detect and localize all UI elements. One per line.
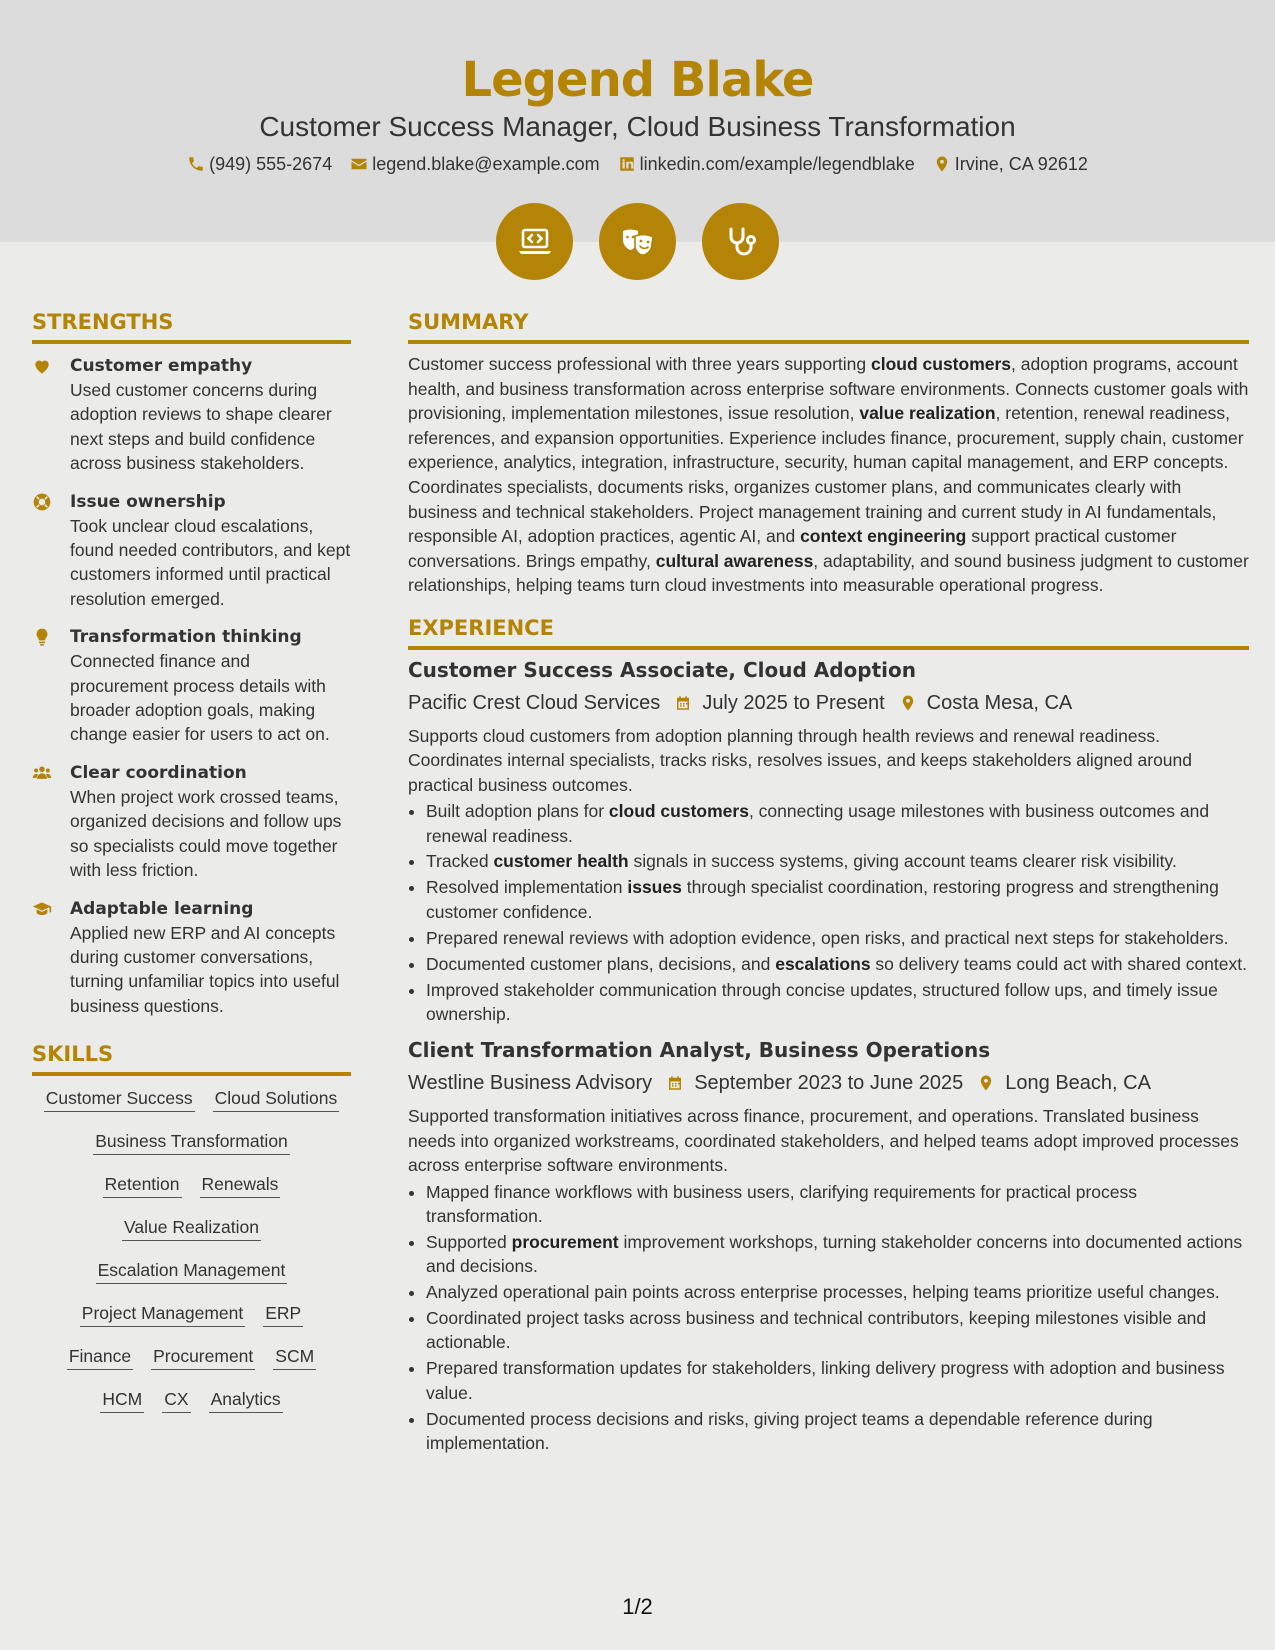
laptop-code-icon [496, 203, 573, 280]
skill-tag: Analytics [209, 1387, 283, 1413]
skill-tag: Retention [103, 1172, 182, 1198]
skill-row [32, 1301, 351, 1327]
linkedin-text: linkedin.com/example/legendblake [639, 154, 915, 174]
strength-title: Transformation thinking [70, 627, 302, 648]
jobs-list [408, 656, 1249, 1456]
experience-heading: EXPERIENCE [408, 614, 1249, 650]
heart-icon [32, 356, 52, 376]
skill-tag: ERP [263, 1301, 303, 1327]
strength-title: Clear coordination [70, 762, 247, 783]
strength-desc: When project work crossed teams, organized decisions and follow ups so specialists could move together with less friction. [70, 786, 342, 881]
job-title: Customer Success Associate, Cloud Adoption [408, 657, 916, 682]
job-bullet: • Supported procurement improvement workshops, turning stakeholder concerns into documented actions and decisions. [426, 1230, 1249, 1279]
contact-linkedin[interactable] [618, 152, 915, 176]
skill-row [32, 1086, 351, 1112]
strength-item [32, 490, 351, 612]
skill-tag: Renewals [200, 1172, 281, 1198]
strength-desc: Used customer concerns during adoption reviews to shape clearer next steps and build confidence across business stakeholders. [70, 380, 332, 474]
job-bullet: • Coordinated project tasks across business and technical contributors, keeping milestones visible and actionable. [426, 1306, 1249, 1355]
skill-row [32, 1387, 351, 1413]
job-bullets [408, 799, 1249, 1026]
contact-phone[interactable] [187, 152, 332, 176]
skill-tag: Cloud Solutions [213, 1086, 340, 1112]
job-location: Costa Mesa, CA [926, 691, 1073, 714]
job-bullet: • Tracked customer health signals in success systems, giving account teams clearer risk visibility. [426, 849, 1249, 873]
job-bullet: • Prepared renewal reviews with adoption evidence, open risks, and practical next steps for stakeholders. [426, 926, 1249, 950]
graduation-cap-icon [32, 899, 52, 919]
skill-tag: HCM [100, 1387, 144, 1413]
skills-heading: SKILLS [32, 1040, 351, 1076]
interest-icons [0, 203, 1275, 280]
envelope-icon [350, 155, 368, 173]
map-marker-icon [933, 155, 951, 173]
strength-title: Customer empathy [70, 356, 253, 376]
map-marker-icon [977, 1074, 995, 1092]
job-dates: July 2025 to Present [702, 691, 885, 714]
strength-desc: Took unclear cloud escalations, found needed contributors, and kept customers informed until practical resolution emerged. [70, 515, 351, 609]
job-dates: September 2023 to June 2025 [694, 1072, 964, 1095]
job-location: Long Beach, CA [1005, 1072, 1151, 1095]
strength-item [32, 625, 351, 747]
skill-tag: Finance [67, 1344, 133, 1370]
job-bullet: • Prepared transformation updates for stakeholders, linking delivery progress with adoption and business value. [426, 1356, 1249, 1405]
job-bullet: • Improved stakeholder communication through concise updates, structured follow ups, and timely issue ownership. [426, 978, 1249, 1027]
theater-masks-icon [599, 203, 676, 280]
users-icon [32, 763, 52, 783]
contact-email[interactable] [350, 152, 599, 176]
strengths-heading: STRENGTHS [32, 308, 351, 344]
header-band [0, 0, 1275, 242]
linkedin-icon [618, 155, 636, 173]
skill-row [32, 1344, 351, 1370]
strength-title: Adaptable learning [70, 898, 254, 919]
job-company: Westline Business Advisory [408, 1072, 653, 1095]
job-description: Supports cloud customers from adoption planning through health reviews and renewal readiness. Coordinates internal specialists, tracks risks, resolves issues, and keeps stakeholders aligned around practical business outcomes. [408, 725, 1193, 795]
strengths-list [32, 354, 351, 1018]
job-company: Pacific Crest Cloud Services [408, 691, 661, 714]
stethoscope-icon [702, 203, 779, 280]
candidate-name: Legend Blake [461, 52, 814, 108]
job-bullet: • Analyzed operational pain points across enterprise processes, helping teams prioritize useful changes. [426, 1280, 1249, 1304]
skill-tag: Business Transformation [93, 1129, 290, 1155]
contact-bar [0, 152, 1275, 176]
contact-location [933, 152, 1088, 176]
phone-icon [187, 155, 205, 173]
summary-text: Customer success professional with three years supporting cloud customers, adoption programs, account health, and business transformation across enterprise software environments. Connects customer goals with provisioning, implementation milestones, issue resolution, value realization, retention, renewal readiness, references, and expansion opportunities. Experience includes finance, procurement, supply chain, customer experience, analytics, integration, infrastructure, security, human capital management, and ERP concepts. Coordinates specialists, documents risks, organizes customer plans, and communicates clearly with business and technical stakeholders. Project management training and current study in AI fundamentals, responsible AI, adoption practices, agentic AI, and context engineering support practical customer conversations. Brings empathy, cultural awareness, adaptability, and sound business judgment to customer relationships, helping teams turn cloud investments into measurable operational progress. [408, 354, 1249, 596]
skill-tag: Procurement [151, 1344, 255, 1370]
job-bullet: • Mapped finance workflows with business users, clarifying requirements for practical process transformation. [426, 1180, 1249, 1229]
skill-tag: CX [162, 1387, 190, 1413]
map-marker-icon [899, 694, 917, 712]
job-bullet: • Documented customer plans, decisions, and escalations so delivery teams could act with shared context. [426, 952, 1249, 976]
job-bullet: • Documented process decisions and risks, giving project teams a dependable reference during implementation. [426, 1407, 1249, 1456]
job-description: Supported transformation initiatives across finance, procurement, and operations. Translated business needs into organized workstreams, coordinated stakeholders, and helped teams adopt improved processes across enterprise software environments. [408, 1106, 1239, 1176]
phone-text: (949) 555-2674 [209, 154, 333, 174]
job-bullets [408, 1180, 1249, 1456]
skill-tag: Escalation Management [96, 1258, 288, 1284]
skill-row [32, 1258, 351, 1284]
headline: Customer Success Manager, Cloud Business Transformation [259, 111, 1016, 142]
job-entry [408, 1036, 1249, 1455]
job-bullet: • Built adoption plans for cloud customers, connecting usage milestones with business outcomes and renewal readiness. [426, 799, 1249, 848]
calendar-icon [674, 694, 692, 712]
strength-item [32, 354, 351, 476]
skills-list [32, 1086, 351, 1413]
left-column [32, 308, 351, 1430]
skill-row [32, 1172, 351, 1198]
strength-item [32, 761, 351, 883]
job-entry [408, 656, 1249, 1026]
skill-tag: Project Management [80, 1301, 245, 1327]
strength-desc: Connected finance and procurement process details with broader adoption goals, making change easier for users to act on. [70, 651, 330, 745]
lightbulb-icon [32, 627, 52, 647]
right-column [408, 308, 1249, 1466]
life-ring-icon [32, 492, 52, 512]
summary-heading: SUMMARY [408, 308, 1249, 344]
strength-desc: Applied new ERP and AI concepts during customer conversations, turning unfamiliar topics into useful business questions. [70, 922, 340, 1016]
job-bullet: • Resolved implementation issues through specialist coordination, restoring progress and strengthening customer confidence. [426, 875, 1249, 924]
skill-tag: Value Realization [122, 1215, 261, 1241]
email-text: legend.blake@example.com [372, 154, 600, 174]
page-number: 1/2 [622, 1594, 653, 1619]
skill-row [32, 1129, 351, 1155]
skill-row [32, 1215, 351, 1241]
skill-tag: SCM [273, 1344, 316, 1370]
strength-item [32, 897, 351, 1019]
calendar-icon [666, 1074, 684, 1092]
skill-tag: Customer Success [44, 1086, 195, 1112]
strength-title: Issue ownership [70, 491, 226, 512]
job-title: Client Transformation Analyst, Business Operations [408, 1038, 991, 1063]
location-text: Irvine, CA 92612 [954, 154, 1088, 174]
